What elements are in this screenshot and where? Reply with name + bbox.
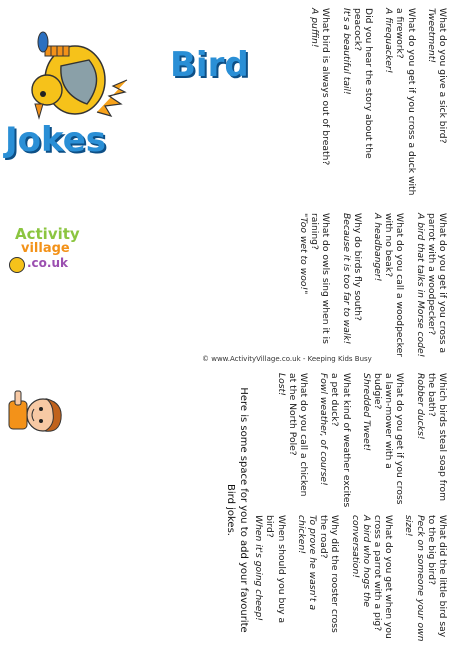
note-line-1: Here is some space for you to add your favourite (238, 387, 249, 633)
joke-item: What do you give a sick bird? Tweetment! (425, 8, 448, 144)
joke-item: What kind of weather excites a pet duck? Fowl weather, of course! (318, 373, 352, 508)
title-bird: Bird (170, 45, 249, 85)
copyright-credit: © www.ActivityVillage.co.uk - Keeping Kids Busy (202, 355, 372, 363)
title-jokes: Jokes (5, 120, 107, 160)
smiley-face-icon (9, 257, 25, 273)
joke-list-left (198, 8, 448, 198)
joke-list-middle (289, 213, 448, 363)
joke-item: When should you buy a bird? When it's going cheep! (253, 515, 287, 624)
joke-item: Why did the rooster cross the road? To prove he wasn't a chicken! (295, 515, 341, 633)
joke-list-right-col1 (266, 373, 448, 508)
joke-item: What do you get when you cross a parrot with a pig? A bird who hogs the conversation! (349, 515, 395, 639)
joke-item: What do you call a chicken at the North Pole? Lost! (275, 373, 309, 497)
panel-right (0, 365, 460, 650)
joke-item: What do owls sing when it is raining? "Too wet to woo!" (297, 213, 332, 344)
joke-item: What did the little bird say to the big bird? Peck on someone your own size! (403, 515, 448, 642)
joke-item: What do you get if you cross a parrot with a woodpecker? A bird that talks in Morse code! (414, 213, 448, 358)
joke-item: Which birds steal soap from the bath? Robber ducks! (414, 373, 448, 502)
panel-middle (0, 205, 460, 365)
joke-item: What do you call a woodpecker with no beak? A headbanger! (371, 213, 406, 358)
joke-item: What do you get if you cross a lawn-mower with a budgie? Shredded Tweet! (360, 373, 406, 505)
joke-item: Why do birds fly south? Because it is too far to walk! (340, 213, 363, 345)
joke-item: What bird is always out of breath? A puffin! (309, 8, 332, 166)
joke-item: What do you get if you cross a duck with a firework? A firequacker! (383, 8, 417, 196)
joke-list-right-col2 (244, 515, 448, 645)
child-writing-icon (7, 385, 65, 445)
panel-title (0, 0, 460, 200)
note-line-2: Bird jokes. (225, 484, 236, 536)
note-block (224, 375, 250, 645)
joke-item: Did you hear the story about the peacock? It's a beautiful tail! (340, 8, 374, 159)
activity-village-logo: Activity village .co.uk (15, 225, 75, 285)
